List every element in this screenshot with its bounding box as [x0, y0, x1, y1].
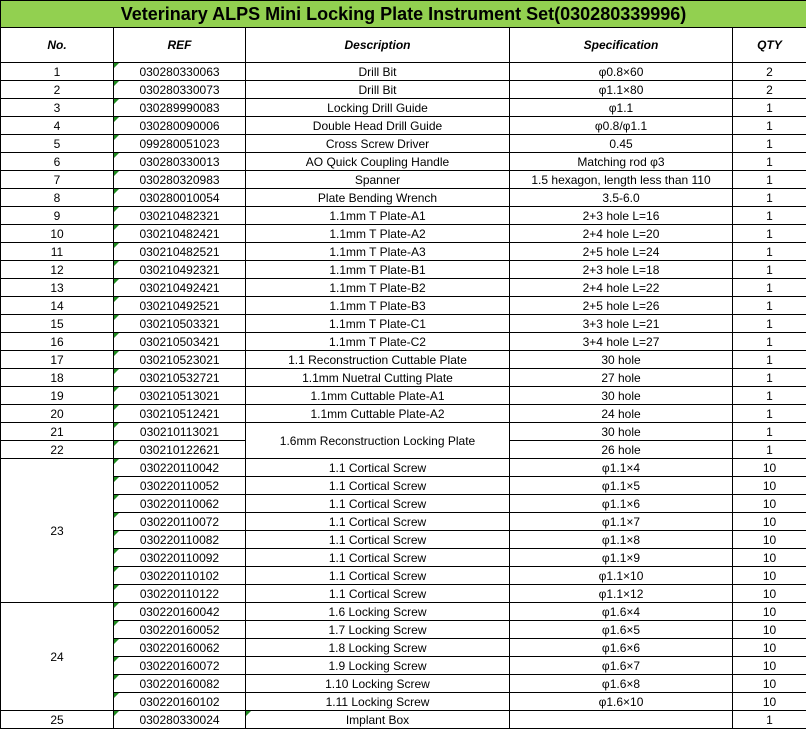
table-row	[1, 459, 806, 477]
cell-qty: 1	[733, 369, 806, 387]
cell-qty: 1	[733, 315, 806, 333]
cell-description: Spanner	[246, 171, 510, 189]
cell-specification: φ1.1×80	[510, 81, 733, 99]
cell-no: 23	[1, 459, 114, 603]
cell-description: Implant Box	[246, 711, 510, 729]
cell-ref: 030210122621	[114, 441, 246, 459]
table-row	[1, 693, 806, 711]
cell-description: 1.6 Locking Screw	[246, 603, 510, 621]
cell-description: 1.1mm T Plate-B2	[246, 279, 510, 297]
cell-specification: 30 hole	[510, 387, 733, 405]
cell-specification: φ1.1×12	[510, 585, 733, 603]
table-row	[1, 477, 806, 495]
cell-description: 1.10 Locking Screw	[246, 675, 510, 693]
cell-ref: 030220110092	[114, 549, 246, 567]
cell-qty: 1	[733, 225, 806, 243]
cell-specification: φ1.1×8	[510, 531, 733, 549]
table-row	[1, 333, 806, 351]
cell-qty: 10	[733, 549, 806, 567]
table-row	[1, 297, 806, 315]
table-row	[1, 531, 806, 549]
cell-description: 1.1mm Cuttable Plate-A2	[246, 405, 510, 423]
cell-specification: 30 hole	[510, 351, 733, 369]
cell-specification: 2+5 hole L=24	[510, 243, 733, 261]
table-row	[1, 387, 806, 405]
cell-no: 11	[1, 243, 114, 261]
cell-description: Double Head Drill Guide	[246, 117, 510, 135]
cell-qty: 2	[733, 81, 806, 99]
cell-specification: 30 hole	[510, 423, 733, 441]
cell-qty: 1	[733, 117, 806, 135]
cell-description: 1.1 Cortical Screw	[246, 567, 510, 585]
cell-specification: 26 hole	[510, 441, 733, 459]
table-row	[1, 135, 806, 153]
cell-description: 1.6mm Reconstruction Locking Plate	[246, 423, 510, 459]
cell-qty: 1	[733, 279, 806, 297]
cell-ref: 030210482321	[114, 207, 246, 225]
cell-description: 1.1 Cortical Screw	[246, 477, 510, 495]
cell-qty: 10	[733, 639, 806, 657]
cell-description: 1.9 Locking Screw	[246, 657, 510, 675]
cell-ref: 030210492421	[114, 279, 246, 297]
cell-no: 2	[1, 81, 114, 99]
cell-specification: φ1.6×4	[510, 603, 733, 621]
cell-description: 1.1mm T Plate-A2	[246, 225, 510, 243]
cell-ref: 030210532721	[114, 369, 246, 387]
cell-specification	[510, 711, 733, 729]
cell-qty: 1	[733, 297, 806, 315]
cell-specification: 3+4 hole L=27	[510, 333, 733, 351]
cell-ref: 030220110102	[114, 567, 246, 585]
cell-ref: 030210503321	[114, 315, 246, 333]
table-row	[1, 189, 806, 207]
cell-ref: 030210482421	[114, 225, 246, 243]
cell-description: 1.8 Locking Screw	[246, 639, 510, 657]
table-row	[1, 225, 806, 243]
table-row	[1, 423, 806, 441]
cell-specification: Matching rod φ3	[510, 153, 733, 171]
cell-description: 1.1mm T Plate-A1	[246, 207, 510, 225]
cell-specification: φ1.6×7	[510, 657, 733, 675]
cell-specification: 1.5 hexagon, length less than 110	[510, 171, 733, 189]
cell-ref: 030220110042	[114, 459, 246, 477]
cell-ref: 030220110122	[114, 585, 246, 603]
cell-qty: 1	[733, 441, 806, 459]
cell-qty: 1	[733, 171, 806, 189]
cell-description: Cross Screw Driver	[246, 135, 510, 153]
table-row	[1, 279, 806, 297]
cell-specification: 24 hole	[510, 405, 733, 423]
cell-ref: 030210523021	[114, 351, 246, 369]
table-row	[1, 369, 806, 387]
cell-no: 22	[1, 441, 114, 459]
cell-description: Locking Drill Guide	[246, 99, 510, 117]
cell-specification: φ1.6×8	[510, 675, 733, 693]
cell-qty: 1	[733, 423, 806, 441]
cell-description: Drill Bit	[246, 81, 510, 99]
cell-description: 1.1mm Cuttable Plate-A1	[246, 387, 510, 405]
cell-no: 15	[1, 315, 114, 333]
cell-qty: 1	[733, 405, 806, 423]
cell-specification: φ1.1×10	[510, 567, 733, 585]
cell-qty: 1	[733, 189, 806, 207]
cell-description: 1.1 Reconstruction Cuttable Plate	[246, 351, 510, 369]
cell-description: Drill Bit	[246, 63, 510, 81]
cell-description: 1.1mm T Plate-C2	[246, 333, 510, 351]
cell-description: Plate Bending Wrench	[246, 189, 510, 207]
cell-description: 1.1 Cortical Screw	[246, 531, 510, 549]
cell-qty: 1	[733, 387, 806, 405]
cell-specification: 0.45	[510, 135, 733, 153]
table-row	[1, 675, 806, 693]
cell-ref: 099280051023	[114, 135, 246, 153]
table-row	[1, 405, 806, 423]
cell-no: 3	[1, 99, 114, 117]
cell-specification: 3+3 hole L=21	[510, 315, 733, 333]
cell-ref: 030280330024	[114, 711, 246, 729]
cell-qty: 10	[733, 513, 806, 531]
table-row	[1, 495, 806, 513]
cell-qty: 1	[733, 351, 806, 369]
cell-specification: φ0.8/φ1.1	[510, 117, 733, 135]
cell-ref: 030210113021	[114, 423, 246, 441]
cell-ref: 030210512421	[114, 405, 246, 423]
cell-no: 25	[1, 711, 114, 729]
table-row	[1, 639, 806, 657]
cell-description: 1.11 Locking Screw	[246, 693, 510, 711]
cell-ref: 030280320983	[114, 171, 246, 189]
cell-no: 14	[1, 297, 114, 315]
cell-no: 6	[1, 153, 114, 171]
cell-qty: 10	[733, 657, 806, 675]
cell-qty: 10	[733, 585, 806, 603]
cell-qty: 10	[733, 621, 806, 639]
cell-qty: 10	[733, 567, 806, 585]
cell-specification: φ0.8×60	[510, 63, 733, 81]
cell-specification: 2+3 hole L=16	[510, 207, 733, 225]
header-description: Description	[246, 28, 510, 63]
table-row	[1, 207, 806, 225]
table-title: Veterinary ALPS Mini Locking Plate Instrument Set(030280339996)	[1, 1, 806, 28]
cell-qty: 1	[733, 153, 806, 171]
cell-specification: φ1.6×5	[510, 621, 733, 639]
cell-no: 5	[1, 135, 114, 153]
cell-description: 1.1 Cortical Screw	[246, 495, 510, 513]
cell-specification: 3.5-6.0	[510, 189, 733, 207]
cell-ref: 030289990083	[114, 99, 246, 117]
table-row	[1, 171, 806, 189]
cell-specification: φ1.6×10	[510, 693, 733, 711]
table-row	[1, 621, 806, 639]
cell-no: 21	[1, 423, 114, 441]
cell-no: 7	[1, 171, 114, 189]
cell-no: 9	[1, 207, 114, 225]
header-qty: QTY	[733, 28, 806, 63]
cell-ref: 030280330013	[114, 153, 246, 171]
cell-ref: 030280330063	[114, 63, 246, 81]
cell-description: 1.1mm T Plate-B3	[246, 297, 510, 315]
cell-description: 1.1 Cortical Screw	[246, 459, 510, 477]
cell-qty: 10	[733, 675, 806, 693]
table-row	[1, 243, 806, 261]
cell-ref: 030220160072	[114, 657, 246, 675]
cell-specification: φ1.1×7	[510, 513, 733, 531]
cell-ref: 030210482521	[114, 243, 246, 261]
cell-ref: 030210492321	[114, 261, 246, 279]
cell-no: 16	[1, 333, 114, 351]
cell-no: 17	[1, 351, 114, 369]
table-row	[1, 567, 806, 585]
cell-ref: 030210513021	[114, 387, 246, 405]
cell-ref: 030280010054	[114, 189, 246, 207]
cell-specification: 2+4 hole L=20	[510, 225, 733, 243]
cell-no: 24	[1, 603, 114, 711]
table-row	[1, 585, 806, 603]
cell-no: 10	[1, 225, 114, 243]
cell-ref: 030280330073	[114, 81, 246, 99]
cell-no: 1	[1, 63, 114, 81]
cell-specification: φ1.1×5	[510, 477, 733, 495]
header-specification: Specification	[510, 28, 733, 63]
cell-qty: 1	[733, 135, 806, 153]
cell-qty: 10	[733, 459, 806, 477]
table-row	[1, 351, 806, 369]
cell-ref: 030220160082	[114, 675, 246, 693]
cell-specification: φ1.1×4	[510, 459, 733, 477]
table-row	[1, 513, 806, 531]
table-row	[1, 603, 806, 621]
header-row	[1, 28, 806, 63]
cell-description: 1.1mm T Plate-C1	[246, 315, 510, 333]
cell-ref: 030220160062	[114, 639, 246, 657]
table-row	[1, 549, 806, 567]
cell-no: 12	[1, 261, 114, 279]
cell-no: 4	[1, 117, 114, 135]
table-row	[1, 261, 806, 279]
cell-no: 8	[1, 189, 114, 207]
table-row	[1, 153, 806, 171]
cell-qty: 1	[733, 333, 806, 351]
cell-ref: 030220160102	[114, 693, 246, 711]
cell-qty: 10	[733, 603, 806, 621]
cell-no: 18	[1, 369, 114, 387]
cell-no: 19	[1, 387, 114, 405]
table-row	[1, 117, 806, 135]
table-row	[1, 315, 806, 333]
cell-qty: 10	[733, 531, 806, 549]
cell-qty: 1	[733, 711, 806, 729]
header-ref: REF	[114, 28, 246, 63]
cell-specification: φ1.1×6	[510, 495, 733, 513]
cell-description: 1.1 Cortical Screw	[246, 585, 510, 603]
cell-no: 13	[1, 279, 114, 297]
cell-description: AO Quick Coupling Handle	[246, 153, 510, 171]
cell-qty: 1	[733, 261, 806, 279]
cell-specification: 2+3 hole L=18	[510, 261, 733, 279]
cell-qty: 10	[733, 477, 806, 495]
cell-specification: φ1.1×9	[510, 549, 733, 567]
cell-ref: 030220110082	[114, 531, 246, 549]
cell-specification: φ1.6×6	[510, 639, 733, 657]
cell-ref: 030220110062	[114, 495, 246, 513]
cell-description: 1.1mm Nuetral Cutting Plate	[246, 369, 510, 387]
cell-ref: 030220160042	[114, 603, 246, 621]
cell-description: 1.1mm T Plate-B1	[246, 261, 510, 279]
table-row	[1, 657, 806, 675]
cell-ref: 030220110052	[114, 477, 246, 495]
table-row	[1, 99, 806, 117]
cell-specification: 2+4 hole L=22	[510, 279, 733, 297]
cell-ref: 030220160052	[114, 621, 246, 639]
cell-description: 1.1mm T Plate-A3	[246, 243, 510, 261]
cell-qty: 10	[733, 495, 806, 513]
cell-description: 1.7 Locking Screw	[246, 621, 510, 639]
cell-qty: 1	[733, 99, 806, 117]
cell-qty: 2	[733, 63, 806, 81]
cell-specification: φ1.1	[510, 99, 733, 117]
title-row	[1, 1, 806, 28]
cell-ref: 030220110072	[114, 513, 246, 531]
table-row	[1, 711, 806, 729]
cell-specification: 2+5 hole L=26	[510, 297, 733, 315]
cell-specification: 27 hole	[510, 369, 733, 387]
cell-description: 1.1 Cortical Screw	[246, 549, 510, 567]
cell-ref: 030210492521	[114, 297, 246, 315]
cell-qty: 1	[733, 207, 806, 225]
cell-qty: 10	[733, 693, 806, 711]
cell-ref: 030280090006	[114, 117, 246, 135]
table-row	[1, 81, 806, 99]
cell-ref: 030210503421	[114, 333, 246, 351]
cell-no: 20	[1, 405, 114, 423]
table-row	[1, 63, 806, 81]
header-no: No.	[1, 28, 114, 63]
cell-qty: 1	[733, 243, 806, 261]
cell-description: 1.1 Cortical Screw	[246, 513, 510, 531]
table-body	[1, 63, 806, 729]
